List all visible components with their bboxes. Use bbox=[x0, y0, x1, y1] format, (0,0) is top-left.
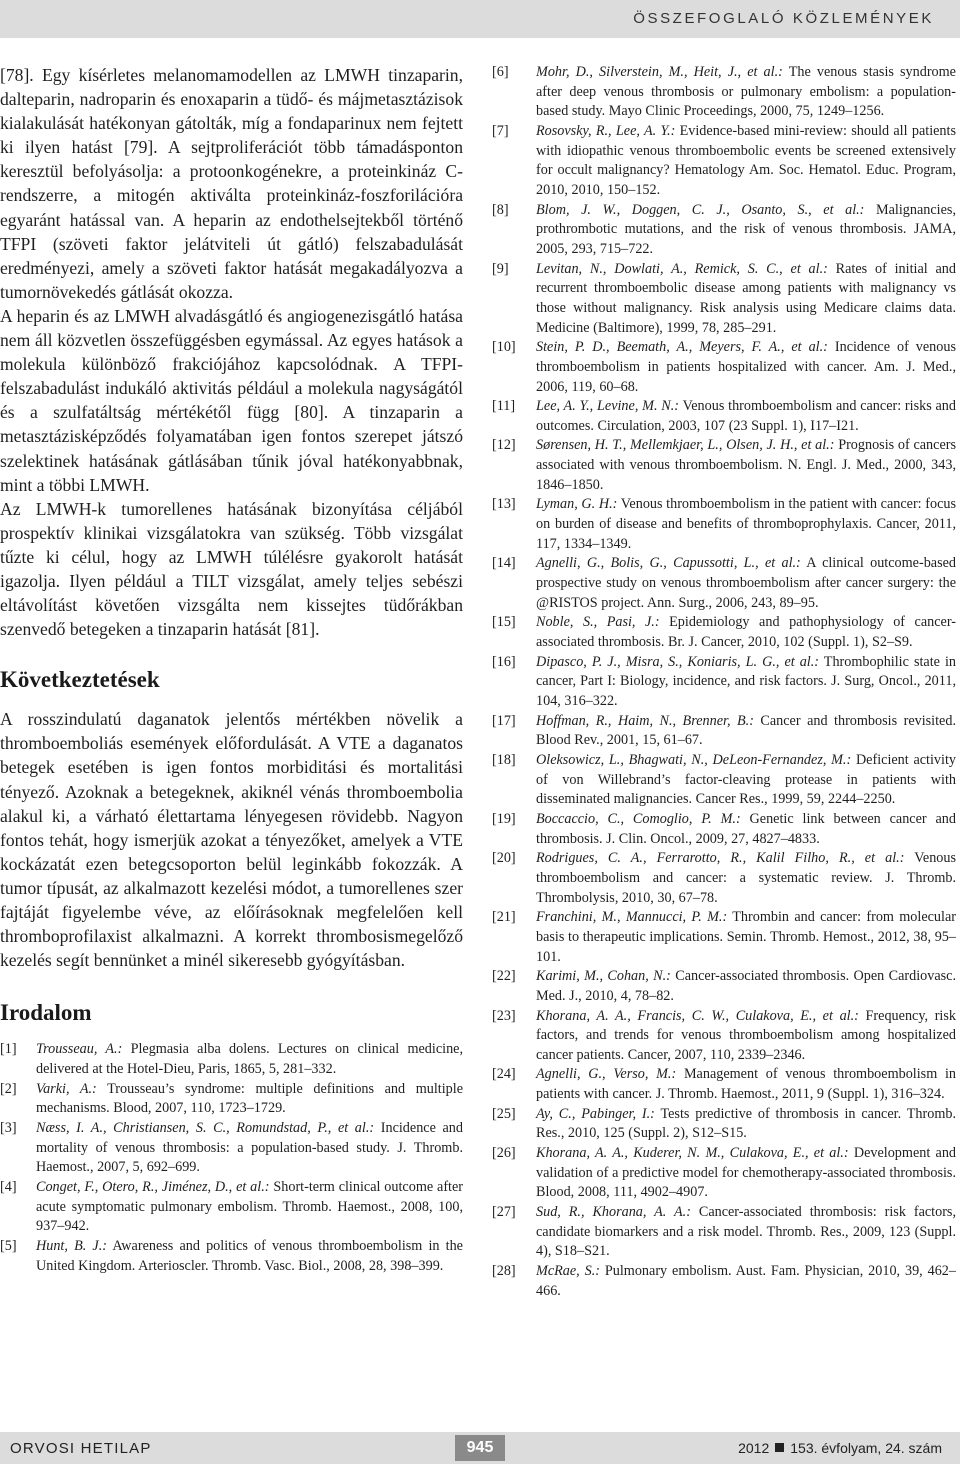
reference-citation: Tests predictive of thrombosis in cancer. Thromb. Res., 2010, 125 (Suppl. 2), S12–S15. bbox=[536, 1105, 956, 1142]
reference-citation: Prognosis of cancers associated with venous thromboembolism. N. Engl. J. Med., 2000, 343, 1846–1850. bbox=[536, 437, 956, 493]
reference-item bbox=[492, 201, 956, 260]
reference-authors: McRae, S.: bbox=[536, 1263, 600, 1280]
reference-number: [14] bbox=[492, 555, 516, 572]
references-list-right bbox=[492, 63, 956, 1301]
reference-authors: Mohr, D., Silverstein, M., Heit, J., et al.: bbox=[536, 64, 783, 80]
reference-authors: Oleksowicz, L., Bhagwati, N., DeLeon-Fernandez, M.: bbox=[536, 751, 852, 768]
reference-item bbox=[492, 1007, 956, 1066]
reference-text bbox=[536, 495, 956, 554]
reference-item bbox=[492, 495, 956, 554]
reference-authors: Næss, I. A., Christiansen, S. C., Romundstad, P., et al.: bbox=[36, 1119, 375, 1136]
reference-citation: Plegmasia alba dolens. Lectures on clinical medicine, delivered at the Hotel-Dieu, Paris, 1865, 5, 281–332. bbox=[36, 1041, 464, 1077]
reference-text bbox=[36, 1178, 463, 1237]
right-column bbox=[492, 63, 956, 1301]
reference-item bbox=[0, 1119, 463, 1178]
reference-authors: Hunt, B. J.: bbox=[36, 1237, 107, 1254]
reference-authors: Blom, J. W., Doggen, C. J., Osanto, S., et al.: bbox=[536, 201, 865, 218]
reference-item bbox=[492, 1144, 956, 1203]
reference-authors: Trousseau, A.: bbox=[36, 1041, 123, 1058]
reference-number: [7] bbox=[492, 122, 509, 139]
reference-item bbox=[492, 397, 956, 436]
reference-citation: Development and validation of a predictive model for chemotherapy-associated thrombosis. Blood, 2008, 111, 4902–4907. bbox=[536, 1145, 957, 1201]
reference-number: [23] bbox=[492, 1007, 516, 1024]
reference-number: [22] bbox=[492, 968, 516, 985]
reference-text bbox=[36, 1237, 463, 1276]
reference-number: [5] bbox=[0, 1237, 17, 1254]
reference-authors: Agnelli, G., Verso, M.: bbox=[536, 1066, 677, 1083]
left-column bbox=[0, 63, 463, 1276]
reference-item bbox=[492, 436, 956, 495]
body-paragraph-2: A heparin és az LMWH alvadásgátló és angiogenezisgátló hatása nem áll közvetlen összefüggésben egymással. Az egyes hatások a molekula különböző frakciójához kapcsolódnak. A TFPI-felszabadulást indukáló aktivitás például a molekula nagyságától és a szulfatáltság mértékétől függ [80]. A tinzaparin a metasztázisképződés folyamatában igen fontos szerepet játszó szelektinek hatásának gátlásában tűnik jóval hatékonyabbnak, mint a többi LMWH. bbox=[0, 305, 463, 495]
reference-number: [3] bbox=[0, 1119, 17, 1136]
reference-authors: Rosovsky, R., Lee, A. Y.: bbox=[536, 122, 676, 139]
reference-authors: Lee, A. Y., Levine, M. N.: bbox=[536, 398, 680, 415]
reference-authors: Levitan, N., Dowlati, A., Remick, S. C., et al.: bbox=[536, 260, 828, 277]
section-title: ÖSSZEFOGLALÓ KÖZLEMÉNYEK bbox=[633, 10, 934, 27]
references-heading: Irodalom bbox=[0, 1000, 92, 1026]
reference-text bbox=[536, 613, 956, 652]
reference-authors: Noble, S., Pasi, J.: bbox=[536, 614, 660, 631]
journal-name: ORVOSI HETILAP bbox=[10, 1440, 152, 1457]
reference-authors: Dipasco, P. J., Misra, S., Koniaris, L. G., et al.: bbox=[536, 653, 820, 670]
reference-citation: Venous thromboembolism in the patient with cancer: focus on burden of disease and benefits of thromboprophylaxis. Cancer, 2011, 117, 1334–1349. bbox=[536, 496, 956, 552]
reference-authors: Lyman, G. H.: bbox=[536, 496, 618, 513]
reference-number: [25] bbox=[492, 1105, 516, 1122]
reference-item bbox=[492, 1262, 956, 1301]
reference-text bbox=[536, 908, 956, 967]
reference-authors: Varki, A.: bbox=[36, 1080, 97, 1097]
reference-authors: Khorana, A. A., Francis, C. W., Culakova, E., et al.: bbox=[536, 1007, 859, 1024]
reference-citation: Cancer and thrombosis revisited. Blood Rev., 2001, 15, 61–67. bbox=[536, 712, 956, 749]
reference-citation: Malignancies, prothrombotic mutations, and the risk of venous thrombosis. JAMA, 2005, 293, 715–722. bbox=[536, 201, 956, 257]
reference-authors: Hoffman, R., Haim, N., Brenner, B.: bbox=[536, 712, 754, 729]
reference-item bbox=[492, 613, 956, 652]
reference-number: [10] bbox=[492, 339, 516, 356]
reference-text bbox=[536, 751, 956, 810]
reference-number: [26] bbox=[492, 1145, 516, 1162]
reference-text bbox=[536, 1065, 956, 1104]
reference-citation: Rates of initial and recurrent thromboembolic disease among patients with malignancy vs those without malignancy. Risk analysis using Medicare claims data. Medicine (Baltimore), 1999, 78, 285–291. bbox=[536, 260, 956, 336]
reference-number: [12] bbox=[492, 437, 516, 454]
reference-citation: Venous thromboembolism and cancer: a systematic review. J. Thromb. Thrombolysis, 2010, 30, 67–78. bbox=[536, 850, 957, 906]
conclusions-heading: Következtetések bbox=[0, 667, 160, 693]
page-number: 945 bbox=[455, 1435, 505, 1461]
reference-item bbox=[492, 1105, 956, 1144]
reference-authors: Ay, C., Pabinger, I.: bbox=[536, 1105, 655, 1122]
issue-year: 2012 bbox=[738, 1440, 770, 1456]
reference-text bbox=[536, 1105, 956, 1144]
reference-item bbox=[492, 554, 956, 613]
reference-item bbox=[492, 712, 956, 751]
reference-number: [15] bbox=[492, 614, 516, 631]
reference-text bbox=[536, 1262, 956, 1301]
reference-number: [13] bbox=[492, 496, 516, 513]
reference-text bbox=[536, 1144, 956, 1203]
reference-citation: Management of venous thromboembolism in patients with cancer. J. Thromb. Haemost., 2011, 9 (Suppl. 1), 316–324. bbox=[536, 1066, 956, 1103]
reference-citation: The venous stasis syndrome after deep venous thrombosis or pulmonary embolism: a population-based study. Mayo Clinic Proceedings, 2000, 75, 1249–1256. bbox=[536, 64, 956, 120]
reference-item bbox=[492, 908, 956, 967]
reference-citation: Thrombin and cancer: from molecular basis to therapeutic implications. Semin. Thromb. Hemost., 2012, 38, 95–101. bbox=[536, 909, 956, 965]
reference-citation: Pulmonary embolism. Aust. Fam. Physician, 2010, 39, 462–466. bbox=[536, 1263, 956, 1299]
reference-authors: Agnelli, G., Bolis, G., Capussotti, L., et al.: bbox=[536, 555, 801, 572]
footer-bar bbox=[0, 1432, 960, 1464]
reference-number: [20] bbox=[492, 850, 516, 867]
reference-number: [24] bbox=[492, 1066, 516, 1083]
reference-item bbox=[492, 1203, 956, 1262]
reference-text bbox=[536, 201, 956, 260]
reference-text bbox=[536, 554, 956, 613]
reference-item bbox=[0, 1237, 463, 1276]
reference-number: [1] bbox=[0, 1041, 17, 1058]
reference-authors: Karimi, M., Cohan, N.: bbox=[536, 968, 671, 985]
reference-number: [28] bbox=[492, 1263, 516, 1280]
reference-number: [9] bbox=[492, 260, 509, 277]
reference-citation: Awareness and politics of venous thromboembolism in the United Kingdom. Arterioscler. Thromb. Vasc. Biol., 2008, 28, 398–399. bbox=[36, 1237, 463, 1274]
reference-text bbox=[536, 1203, 956, 1262]
reference-citation: Cancer-associated thrombosis. Open Cardiovasc. Med. J., 2010, 4, 78–82. bbox=[536, 968, 956, 1004]
reference-text bbox=[536, 338, 956, 397]
reference-text bbox=[36, 1080, 463, 1119]
reference-text bbox=[536, 397, 956, 436]
reference-number: [17] bbox=[492, 712, 516, 729]
reference-number: [8] bbox=[492, 201, 509, 218]
reference-number: [4] bbox=[0, 1178, 17, 1195]
reference-authors: Khorana, A. A., Kuderer, N. M., Culakova, E., et al.: bbox=[536, 1145, 849, 1162]
reference-authors: Conget, F., Otero, R., Jiménez, D., et al.: bbox=[36, 1178, 270, 1195]
reference-citation: Incidence of venous thromboembolism in patients hospitalized with cancer. Am. J. Med., 2006, 119, 60–68. bbox=[536, 339, 956, 395]
reference-text bbox=[36, 1119, 463, 1178]
reference-item bbox=[0, 1040, 463, 1079]
reference-citation: Venous thromboembolism and cancer: risks and outcomes. Circulation, 2003, 107 (23 Suppl. 1), I17–I21. bbox=[536, 398, 956, 434]
reference-number: [21] bbox=[492, 909, 516, 926]
reference-citation: Deficient activity of von Willebrand’s factor-cleaving protease in patients with disseminated malignancies. Cancer Res., 1999, 59, 2244–2250. bbox=[536, 751, 956, 808]
reference-number: [18] bbox=[492, 751, 516, 768]
reference-item bbox=[492, 122, 956, 201]
body-paragraph-1: [78]. Egy kísérletes melanomamodellen az LMWH tinzaparin, dalteparin, nadroparin és enoxaparin a tüdő- és májmetasztázisok kialakulását hatékonyan gátolták, míg a fondaparinux nem fejtett ki ilyen hatást [79]. A sejtproliferációt több támadásponton keresztül befolyásolja: a protoonkogénekre, a proteinkináz C-rendszerre, a mitogén aktiválta proteinkináz-foszforilációra egyaránt hatással van. A heparin az endothelsejtekből történő TFPI (szöveti faktor jelátviteli út gátló) felszabadulását eredményezi, amely a szöveti faktor hatását megakadályozva a tumornövekedés gátlását okozza. bbox=[0, 65, 463, 302]
reference-text bbox=[536, 1007, 956, 1066]
reference-number: [6] bbox=[492, 64, 509, 80]
reference-item bbox=[492, 653, 956, 712]
reference-number: [16] bbox=[492, 653, 516, 670]
reference-authors: Rodrigues, C. A., Ferrarotto, R., Kalil Filho, R., et al.: bbox=[536, 850, 905, 867]
references-list-left bbox=[0, 1040, 463, 1276]
reference-citation: A clinical outcome-based prospective study on venous thromboembolism after cancer surgery: the @RISTOS project. Ann. Surg., 2006, 243, 89–95. bbox=[536, 555, 957, 611]
reference-authors: Sud, R., Khorana, A. A.: bbox=[536, 1204, 691, 1221]
reference-authors: Stein, P. D., Beemath, A., Meyers, F. A., et al.: bbox=[536, 339, 828, 356]
reference-citation: Short-term clinical outcome after acute symptomatic pulmonary embolism. Thromb. Haemost., 2008, 100, 937–942. bbox=[36, 1178, 464, 1235]
reference-citation: Epidemiology and pathophysiology of cancer-associated thrombosis. Br. J. Cancer, 2010, 102 (Suppl. 1), S2–S9. bbox=[536, 614, 957, 651]
reference-citation: Frequency, risk factors, and trends for venous thromboembolism among hospitalized cancer patients. Cancer, 2007, 110, 2339–2346. bbox=[536, 1007, 956, 1063]
reference-text bbox=[536, 849, 956, 908]
reference-citation: Trousseau’s syndrome: multiple definitions and multiple mechanisms. Blood, 2007, 110, 1723–1729. bbox=[36, 1080, 463, 1117]
reference-citation: Evidence-based mini-review: should all patients with idiopathic venous thromboembolic events be screened extensively for occult malignancy? Hematology Am. Soc. Hematol. Educ. Program, 2010, 2010, 150–152. bbox=[536, 122, 956, 198]
reference-text bbox=[536, 810, 956, 849]
reference-text bbox=[536, 260, 956, 339]
reference-item bbox=[492, 810, 956, 849]
reference-item bbox=[492, 338, 956, 397]
reference-citation: Cancer-associated thrombosis: risk factors, candidate biomarkers and a risk model. Thromb. Res., 2009, 123 (Suppl. 4), S18–S21. bbox=[536, 1204, 956, 1260]
reference-authors: Franchini, M., Mannucci, P. M.: bbox=[536, 909, 728, 926]
conclusions-paragraph: A rosszindulatú daganatok jelentős mértékben növelik a thromboemboliás események előfordulását. A VTE a daganatos betegek esetében is igen fontos morbiditási és mortalitási tényező. Azoknak a betegeknek, akiknél vénás thromboembolia alakul ki, a várható élettartama lényegesen rövidebb. Nagyon fontos tehát, hogy ismerjük azokat a tényezőket, amelyek a VTE kockázatát ezen betegcsoporton belül leginkább fokozzák. A tumor típusát, az alkalmazott kezelési módot, a tumorellenes szer fajtáját figyelembe véve, az előírásoknak megfelelően kell thromboprofilaxist alkalmazni. A korrekt thrombosismegelőző kezelés segít bennünket a minél sikeresebb gyógyításban. bbox=[0, 709, 463, 971]
reference-citation: Incidence and mortality of venous thrombosis: a population-based study. J. Thromb. Haemost., 2007, 5, 692–699. bbox=[36, 1119, 463, 1176]
reference-text bbox=[536, 653, 956, 712]
reference-item bbox=[0, 1178, 463, 1237]
reference-text bbox=[36, 1040, 463, 1079]
reference-item bbox=[492, 967, 956, 1006]
reference-citation: Genetic link between cancer and thrombosis. J. Clin. Oncol., 2009, 27, 4827–4833. bbox=[536, 810, 956, 847]
reference-text bbox=[536, 122, 956, 201]
issue-volume: 153. évfolyam, 24. szám bbox=[790, 1440, 942, 1456]
reference-item bbox=[492, 751, 956, 810]
reference-authors: Sørensen, H. T., Mellemkjaer, L., Olsen, J. H., et al.: bbox=[536, 437, 835, 454]
reference-text bbox=[536, 436, 956, 495]
reference-text bbox=[536, 712, 956, 751]
reference-number: [27] bbox=[492, 1204, 516, 1221]
reference-item bbox=[492, 849, 956, 908]
header-bar bbox=[0, 0, 960, 38]
separator-square-icon bbox=[775, 1443, 784, 1452]
reference-item bbox=[492, 260, 956, 339]
reference-item bbox=[492, 1065, 956, 1104]
reference-authors: Boccaccio, C., Comoglio, P. M.: bbox=[536, 810, 741, 827]
issue-info bbox=[738, 1440, 942, 1456]
reference-number: [11] bbox=[492, 398, 516, 415]
reference-citation: Thrombophilic state in cancer, Part I: Biology, incidence, and risk factors. J. Surg, Oncol., 2011, 104, 316–322. bbox=[536, 653, 957, 709]
body-paragraph-3: Az LMWH-k tumorellenes hatásának bizonyítása céljából prospektív klinikai vizsgálatokra van szükség. Több vizsgálat tűzte ki célul, hogy az LMWH túlélésre gyakorolt hatását igazolja. Ilyen például a TILT vizsgálat, amely teljes sebészi eltávolítást követően vizsgálta nem kissejtes tüdőrákban szenvedő betegeken a tinzaparin hatását [81]. bbox=[0, 498, 463, 640]
reference-number: [19] bbox=[492, 810, 516, 827]
reference-text bbox=[536, 63, 956, 122]
reference-text bbox=[536, 967, 956, 1006]
reference-number: [2] bbox=[0, 1080, 17, 1097]
reference-item bbox=[492, 63, 956, 122]
reference-item bbox=[0, 1080, 463, 1119]
